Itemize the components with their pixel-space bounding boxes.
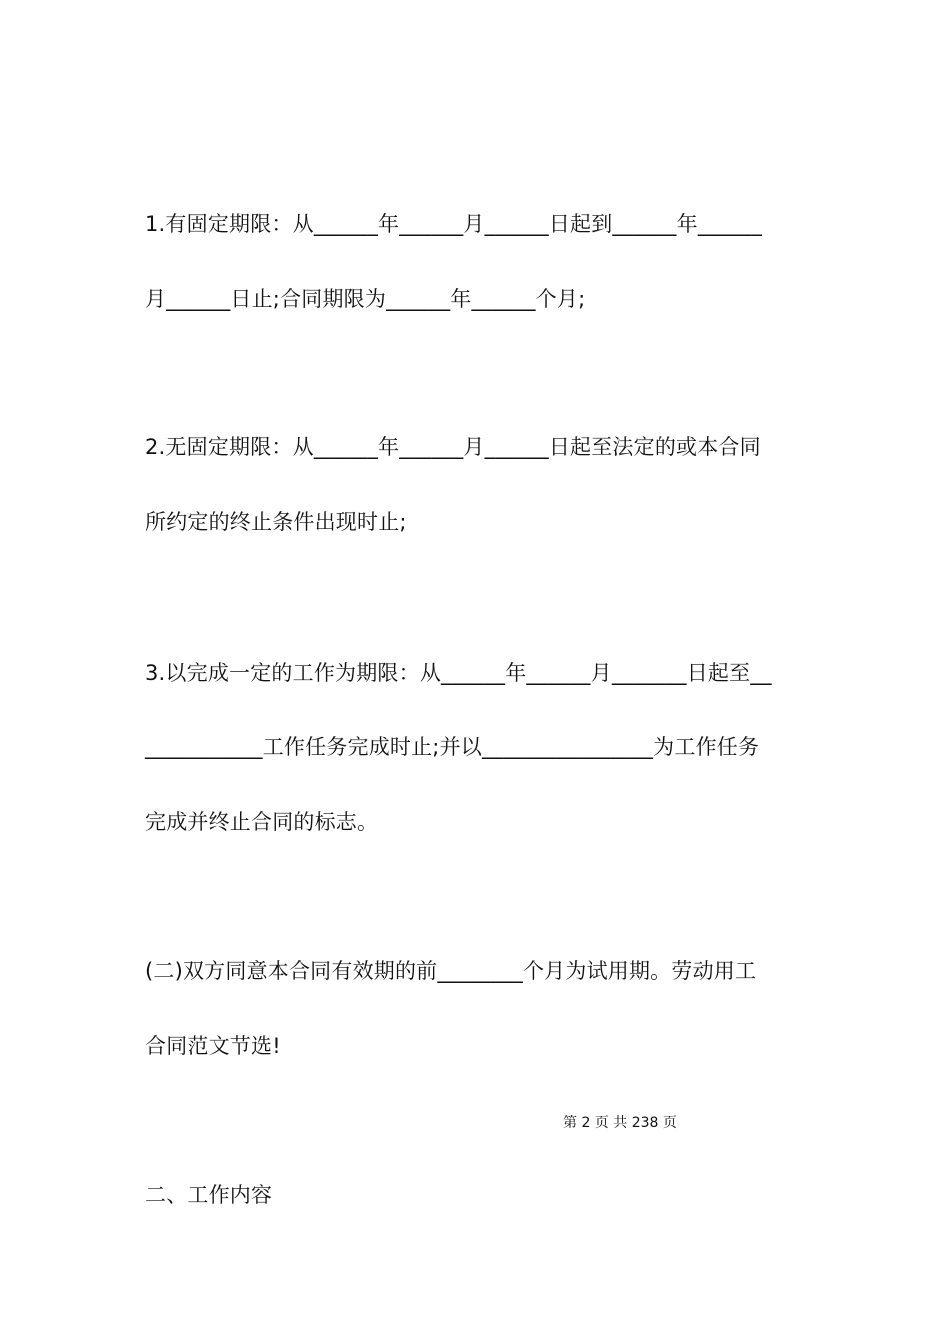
probation-line-2: 合同范文节选! <box>145 1034 281 1058</box>
term-fixed-line-2: 月______日止;合同期限为______年______个月; <box>145 287 586 311</box>
term-open-line-2: 所约定的终止条件出现时止; <box>145 510 407 534</box>
term-task-line-2: ___________工作任务完成时止;并以________________为工作任务 <box>145 735 760 759</box>
term-task-line-1: 3.以完成一定的工作为期限：从______年______月_______日起至__ <box>145 661 772 685</box>
term-fixed-line-1: 1.有固定期限：从______年______月______日起到______年______ <box>145 212 763 236</box>
term-open-line-1: 2.无固定期限：从______年______月______日起至法定的或本合同 <box>145 435 761 459</box>
section-heading-work-content: 二、工作内容 <box>145 1183 273 1207</box>
term-task-line-3: 完成并终止合同的标志。 <box>145 810 379 834</box>
page-indicator: 第 2 页 共 238 页 <box>563 1115 677 1131</box>
probation-line-1: (二)双方同意本合同有效期的前________个月为试用期。劳动用工 <box>145 959 757 983</box>
